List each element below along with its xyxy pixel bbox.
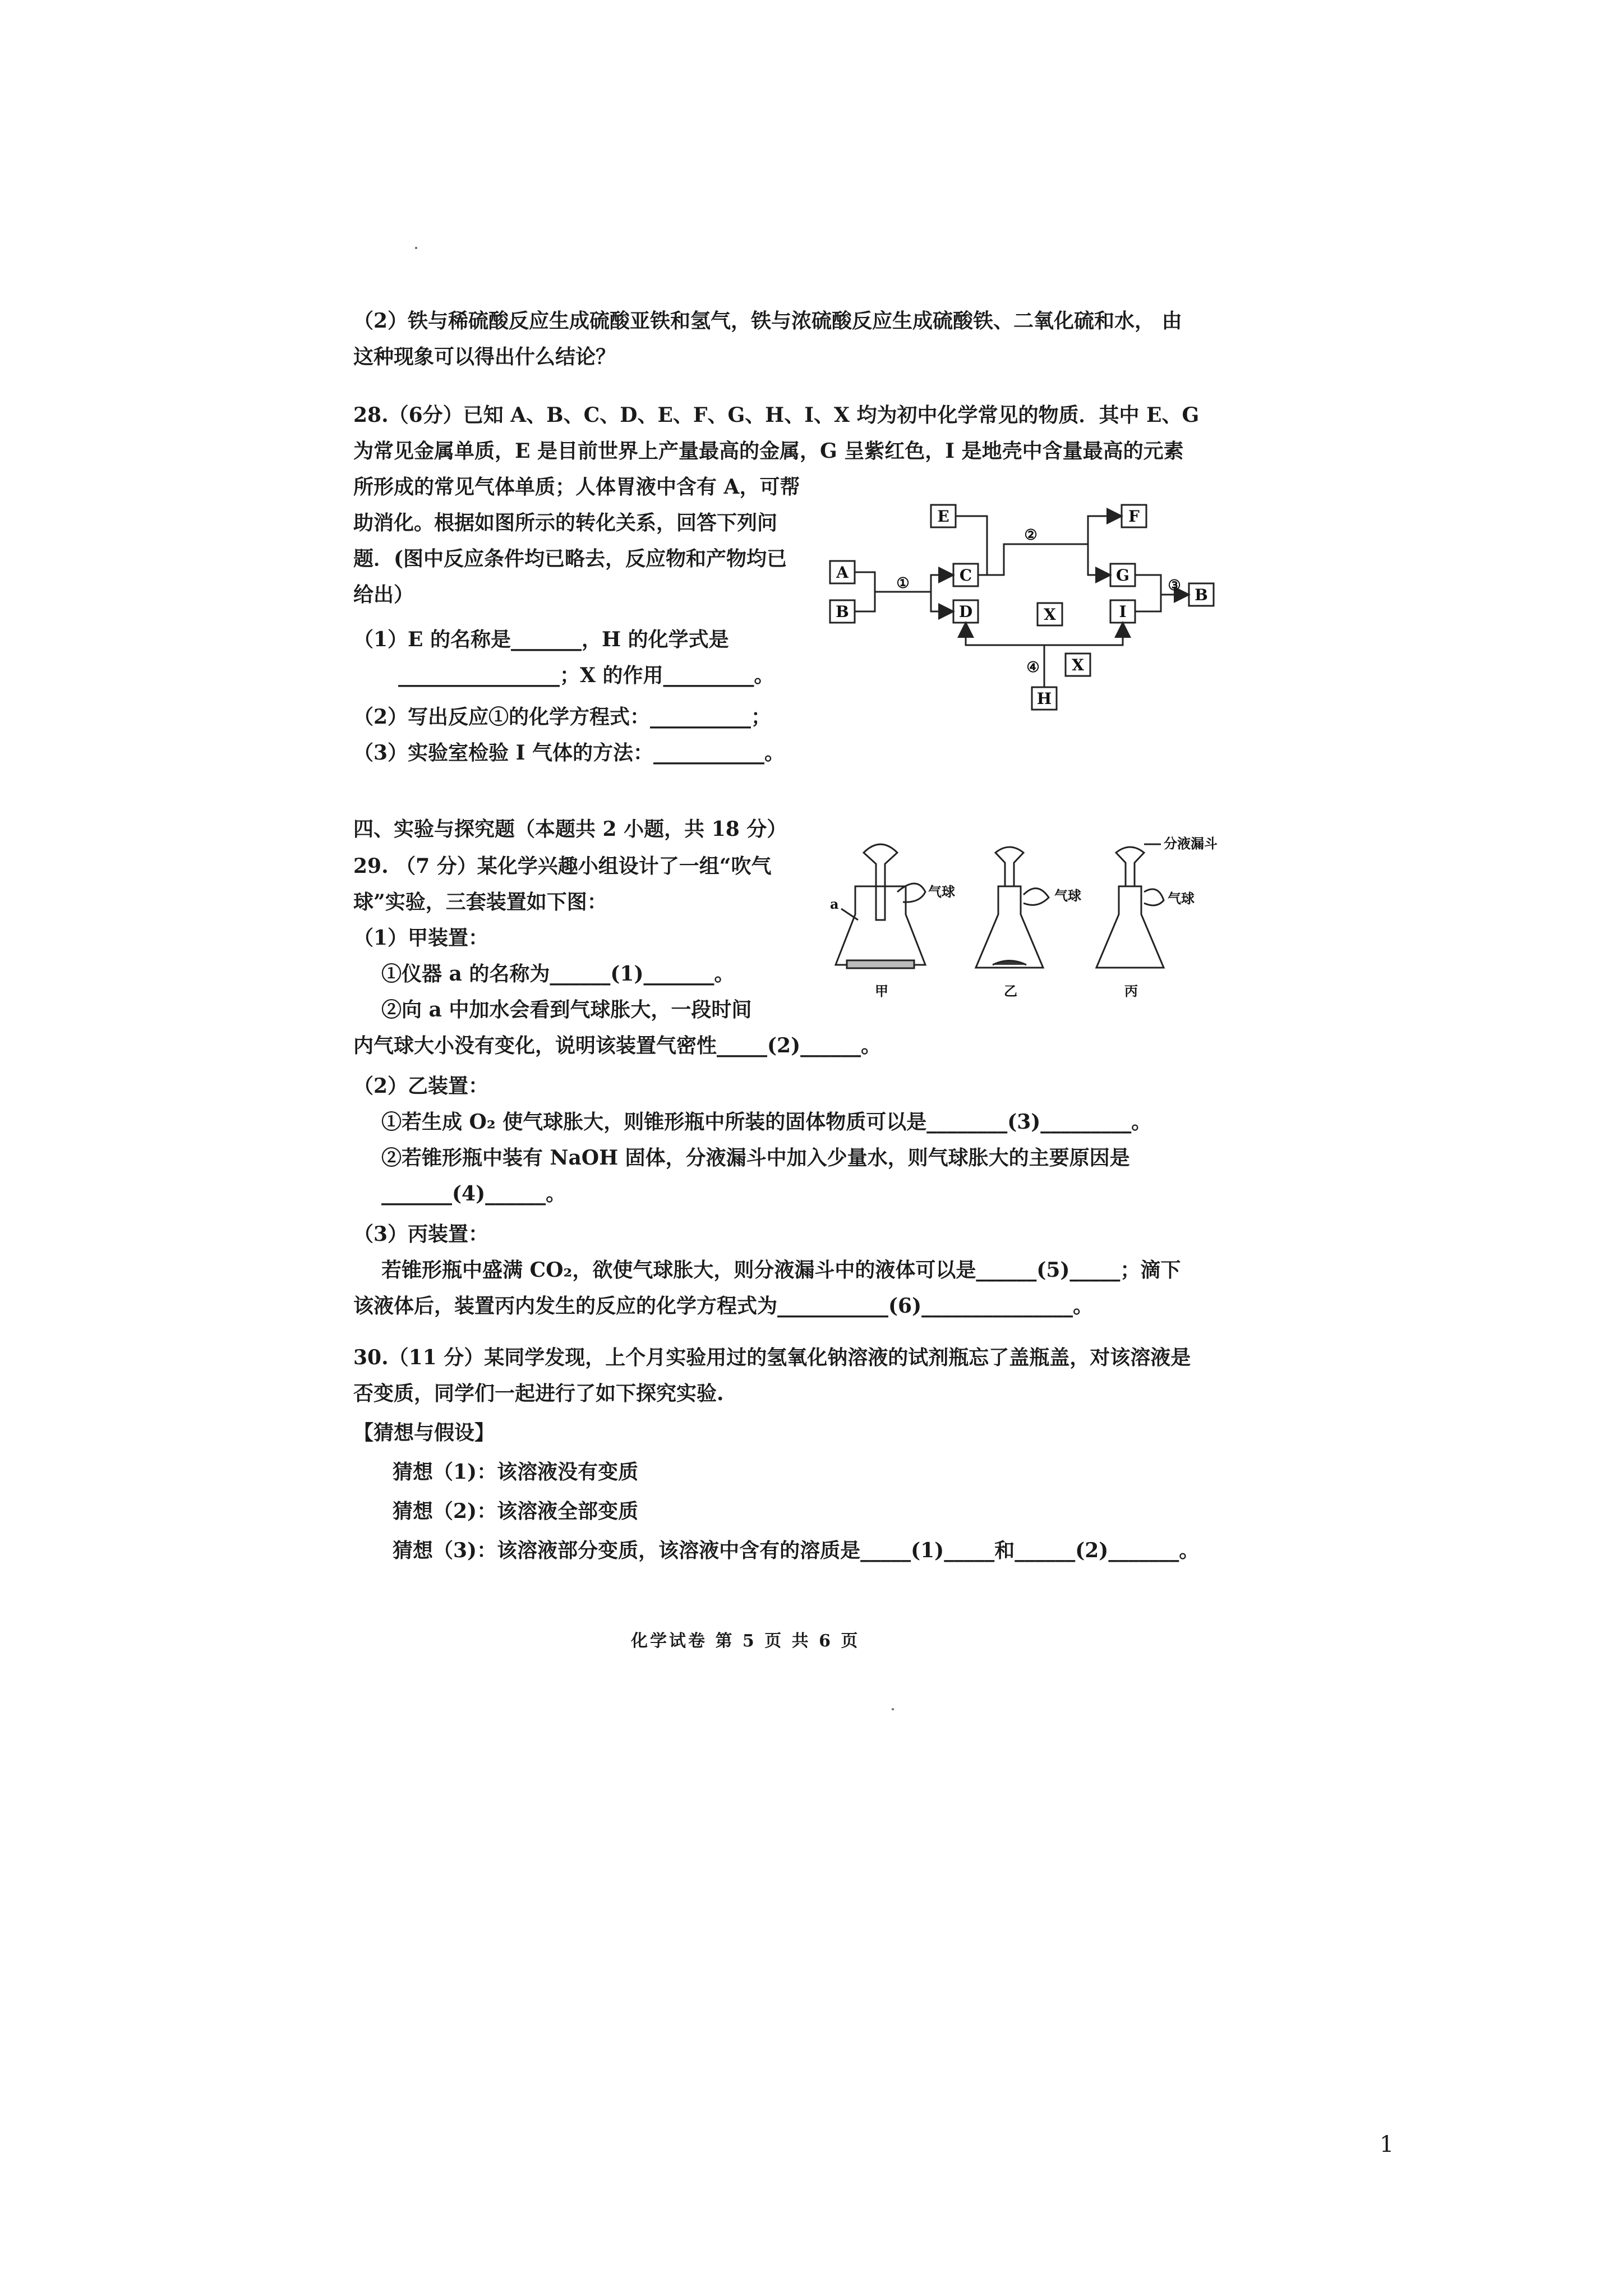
node-X-bottom: X bbox=[1072, 656, 1084, 674]
q29-p3a: 若锥形瓶中盛满 CO₂，欲使气球胀大，则分液漏斗中的液体可以是______(5)_____；滴下 bbox=[381, 1258, 1181, 1282]
q29-part1: （1）甲装置： bbox=[353, 926, 489, 950]
label-balloon-bing: 气球 bbox=[1168, 890, 1195, 907]
marker-3: ③ bbox=[1168, 577, 1181, 594]
q29-p3b: 该液体后，装置丙内发生的反应的化学方程式为___________(6)_______________。 bbox=[353, 1294, 1094, 1318]
node-G: G bbox=[1116, 566, 1129, 585]
q29-line1: 29. （7 分）某化学兴趣小组设计了一组“吹气 bbox=[353, 854, 772, 878]
node-C: C bbox=[959, 566, 972, 585]
caption-bing: 丙 bbox=[1124, 983, 1138, 999]
q29-p1c: 内气球大小没有变化，说明该装置气密性_____(2)______。 bbox=[353, 1034, 882, 1057]
q28-line4: 助消化。根据如图所示的转化关系，回答下列问 bbox=[353, 511, 778, 535]
section4-heading: 四、实验与探究题（本题共 2 小题，共 18 分） bbox=[353, 817, 787, 841]
label-balloon-jia: 气球 bbox=[928, 884, 955, 900]
q29-part3: （3）丙装置： bbox=[353, 1222, 489, 1246]
label-balloon-yi: 气球 bbox=[1054, 887, 1081, 904]
q30-guess-heading: 【猜想与假设】 bbox=[353, 1421, 495, 1444]
node-X-top: X bbox=[1044, 605, 1056, 624]
q28-line6: 给出） bbox=[353, 583, 414, 606]
q29-p1a: ①仪器 a 的名称为______(1)_______。 bbox=[381, 962, 735, 986]
marker-2: ② bbox=[1024, 527, 1038, 544]
reaction-flow-diagram bbox=[819, 494, 1245, 729]
q29-p2a: ①若生成 O₂ 使气球胀大，则锥形瓶中所装的固体物质可以是________(3)_________。 bbox=[381, 1110, 1152, 1134]
q29-p2c: _______(4)______。 bbox=[381, 1182, 566, 1205]
q28-sub1b: ________________；X 的作用_________。 bbox=[398, 664, 774, 687]
balloon-apparatus-figure bbox=[813, 830, 1239, 1015]
q29-p2b: ②若锥形瓶中装有 NaOH 固体，分液漏斗中加入少量水，则气球胀大的主要原因是 bbox=[381, 1146, 1130, 1170]
q28-sub2: （2）写出反应①的化学方程式：__________； bbox=[353, 705, 772, 729]
caption-yi: 乙 bbox=[1004, 983, 1017, 999]
node-H: H bbox=[1036, 689, 1052, 708]
page-footer: 化学试卷 第 5 页 共 6 页 bbox=[631, 1631, 860, 1651]
q28-line1: 28.（6分）已知 A、B、C、D、E、F、G、H、I、X 均为初中化学常见的物质．其中 E、G bbox=[353, 403, 1200, 427]
node-B: B bbox=[836, 602, 849, 621]
node-A: A bbox=[836, 563, 849, 582]
caption-jia: 甲 bbox=[875, 983, 888, 999]
q30-line1: 30.（11 分）某同学发现，上个月实验用过的氢氧化钠溶液的试剂瓶忘了盖瓶盖，对该溶液是 bbox=[353, 1346, 1191, 1369]
label-funnel: 分液漏斗 bbox=[1164, 835, 1218, 852]
q28-line3: 所形成的常见气体单质；人体胃液中含有 A，可帮 bbox=[353, 475, 800, 499]
node-D: D bbox=[958, 602, 973, 621]
scan-speck bbox=[415, 247, 417, 249]
q30-line2: 否变质，同学们一起进行了如下探究实验. bbox=[353, 1382, 724, 1405]
q27-2-line1: （2）铁与稀硫酸反应生成硫酸亚铁和氢气，铁与浓硫酸反应生成硫酸铁、二氧化硫和水， 由 bbox=[353, 309, 1182, 333]
q28-sub3: （3）实验室检验 I 气体的方法：___________。 bbox=[353, 741, 785, 765]
node-I: I bbox=[1119, 602, 1127, 621]
q28-line5: 题．(图中反应条件均已略去，反应物和产物均已 bbox=[353, 547, 787, 570]
q27-2-line2: 这种现象可以得出什么结论？ bbox=[353, 345, 616, 369]
q28-sub1a: （1）E 的名称是_______，H 的化学式是 bbox=[353, 628, 729, 651]
page-number: 1 bbox=[1380, 2132, 1394, 2157]
q28-line2: 为常见金属单质，E 是目前世界上产量最高的金属，G 呈紫红色，I 是地壳中含量最高的元素 bbox=[353, 439, 1184, 463]
q29-line2: 球”实验，三套装置如下图： bbox=[353, 890, 607, 914]
q30-guess2: 猜想（2)：该溶液全部变质 bbox=[393, 1499, 639, 1523]
label-instrument-a: a bbox=[830, 896, 839, 912]
marker-1: ① bbox=[896, 575, 910, 592]
q29-p1b: ②向 a 中加水会看到气球胀大，一段时间 bbox=[381, 998, 752, 1022]
q30-guess1: 猜想（1)：该溶液没有变质 bbox=[393, 1460, 639, 1484]
node-F: F bbox=[1128, 507, 1140, 526]
q30-guess3: 猜想（3)：该溶液部分变质，该溶液中含有的溶质是_____(1)_____和______(2)_______。 bbox=[393, 1539, 1200, 1562]
node-E: E bbox=[937, 507, 949, 526]
node-B-right: B bbox=[1195, 586, 1208, 604]
q29-part2: （2）乙装置： bbox=[353, 1074, 489, 1098]
marker-4: ④ bbox=[1026, 659, 1040, 676]
scan-speck-2 bbox=[892, 1708, 894, 1710]
